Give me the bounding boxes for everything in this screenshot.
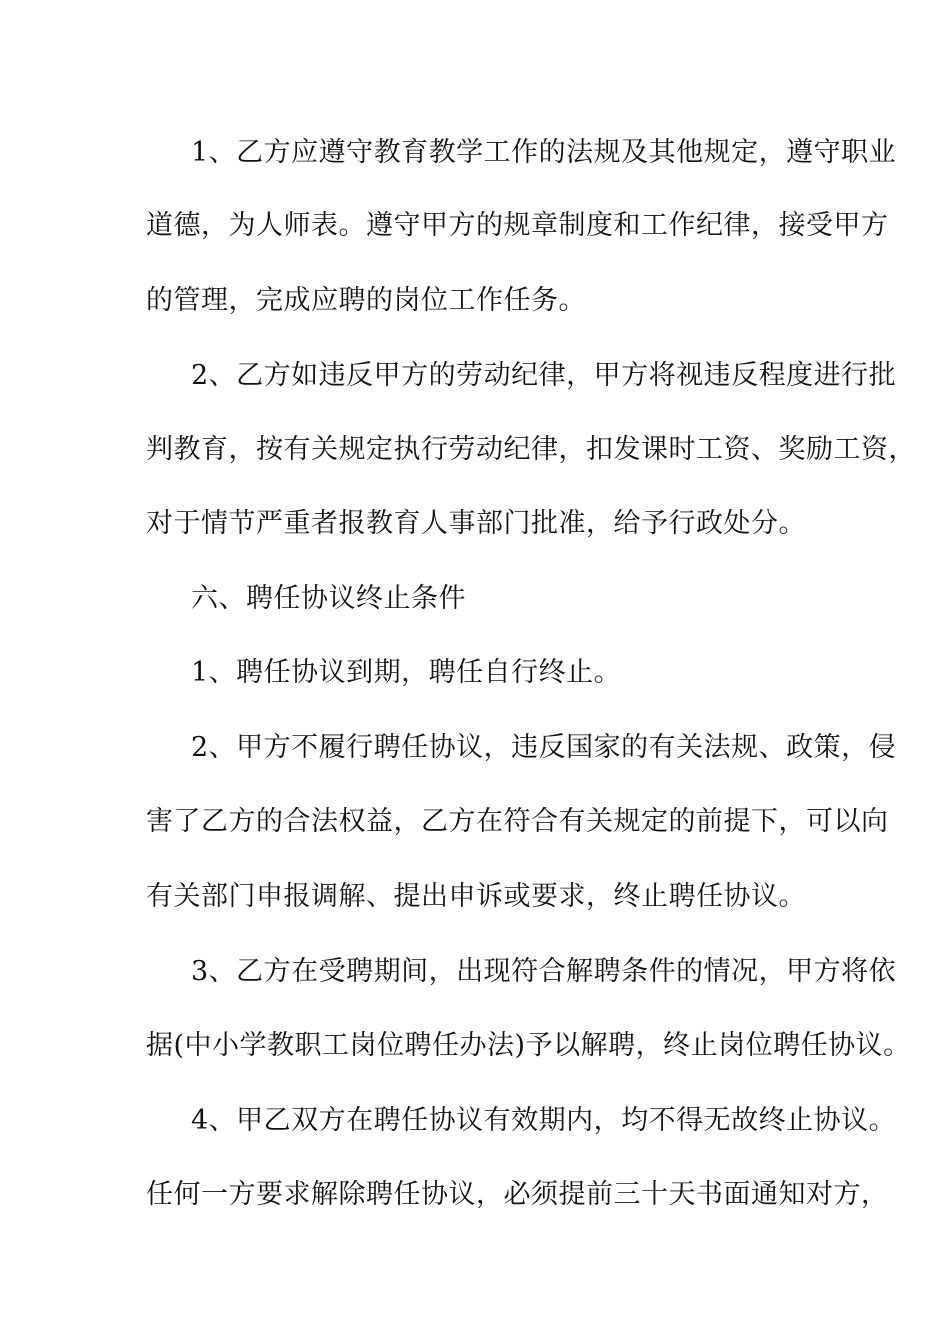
paragraph-4-line-2: 害了乙方的合法权益，乙方在符合有关规定的前提下，可以向 (146, 806, 889, 837)
paragraph-6-line-1: 4、甲乙双方在聘任协议有效期内，均不得无故终止协议。 (191, 1105, 897, 1136)
paragraph-5-line-2: 据(中小学教职工岗位聘任办法)予以解聘，终止岗位聘任协议。 (146, 1030, 911, 1061)
paragraph-2-line-1: 2、乙方如违反甲方的劳动纪律，甲方将视违反程度进行批 (191, 360, 897, 391)
paragraph-6-line-2: 任何一方要求解除聘任协议，必须提前三十天书面通知对方， (146, 1179, 889, 1210)
paragraph-3-line-1: 1、聘任协议到期，聘任自行终止。 (191, 657, 622, 688)
paragraph-4-line-1: 2、甲方不履行聘任协议，违反国家的有关法规、政策，侵 (191, 732, 897, 763)
paragraph-1-line-1: 1、乙方应遵守教育教学工作的法规及其他规定，遵守职业 (191, 137, 897, 168)
paragraph-5-line-1: 3、乙方在受聘期间，出现符合解聘条件的情况，甲方将依 (191, 956, 897, 987)
paragraph-1-line-3: 的管理，完成应聘的岗位工作任务。 (146, 285, 586, 316)
paragraph-1-line-2: 道德，为人师表。遵守甲方的规章制度和工作纪律，接受甲方 (146, 210, 889, 241)
section-heading: 六、聘任协议终止条件 (191, 583, 466, 614)
paragraph-2-line-2: 判教育，按有关规定执行劳动纪律，扣发课时工资、奖励工资， (146, 434, 916, 465)
paragraph-4-line-3: 有关部门申报调解、提出申诉或要求，终止聘任协议。 (146, 881, 806, 912)
paragraph-2-line-3: 对于情节严重者报教育人事部门批准，给予行政处分。 (146, 508, 806, 539)
